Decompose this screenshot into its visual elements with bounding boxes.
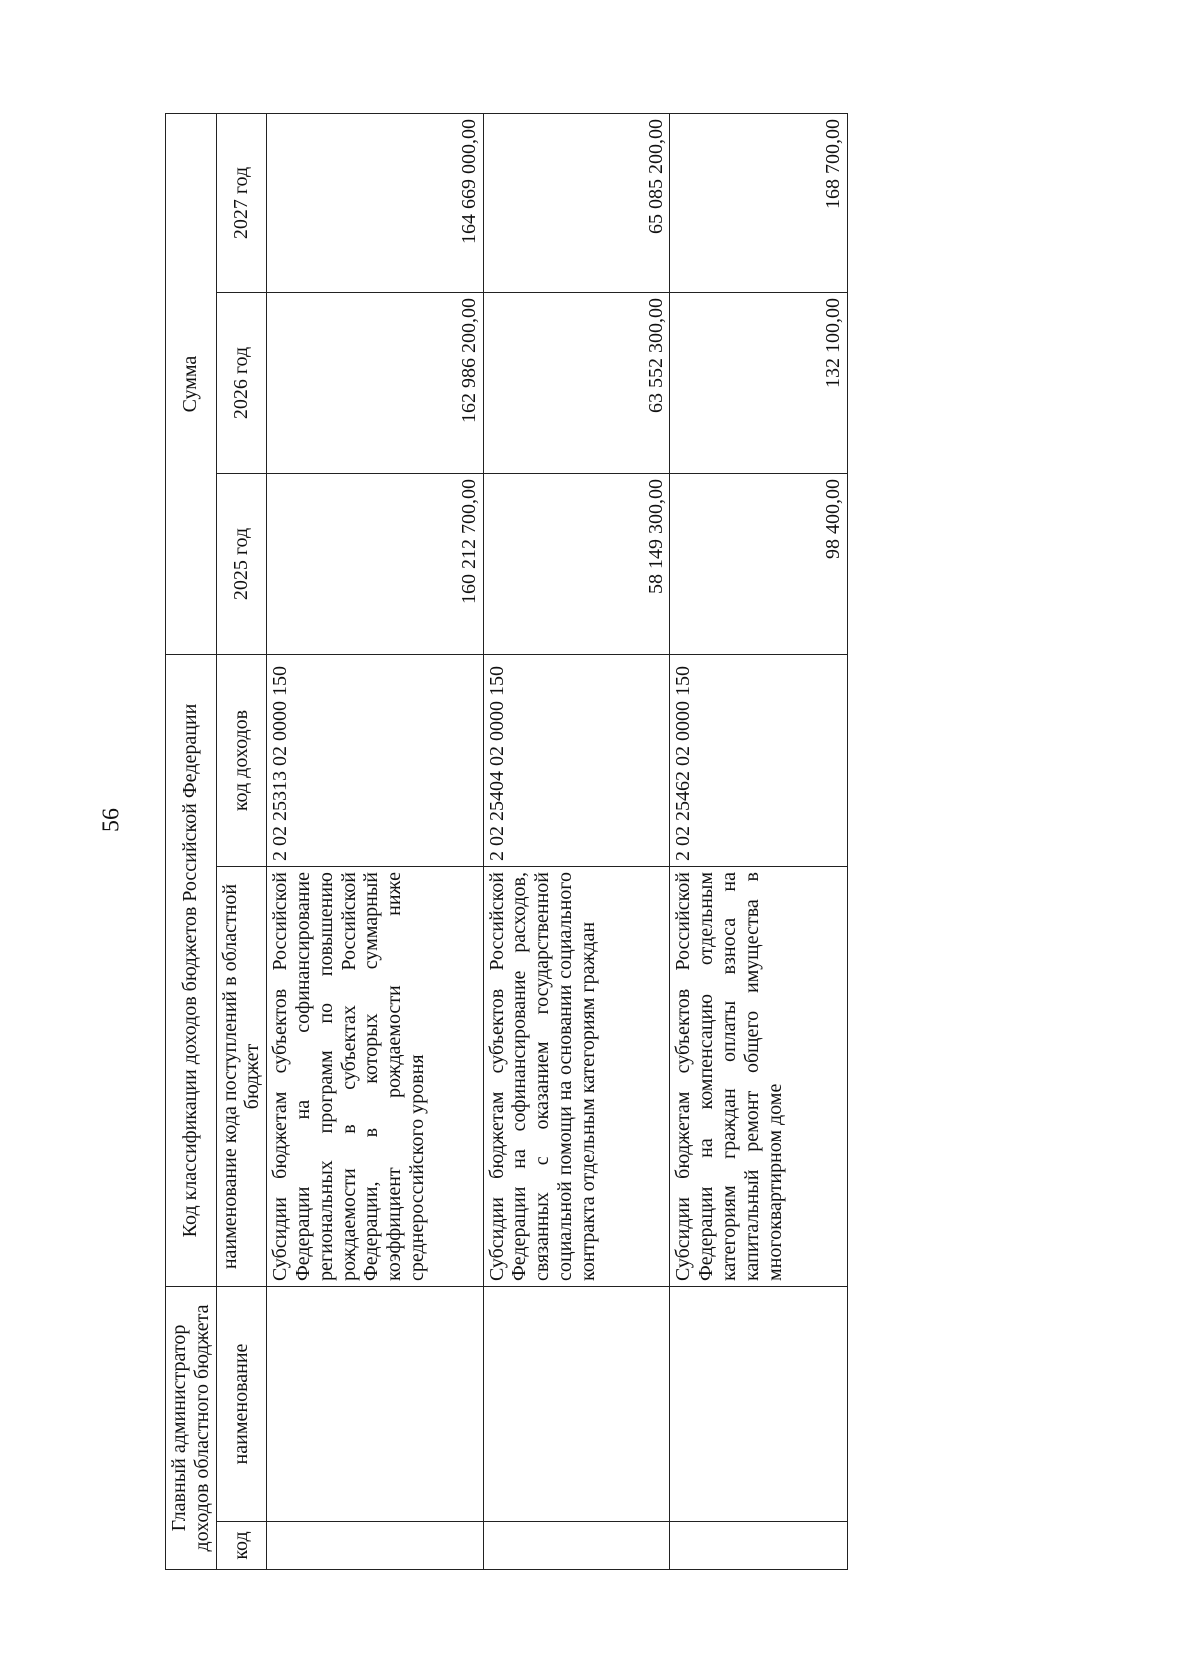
admin-code-header: код bbox=[216, 1522, 267, 1570]
amount-group-header: Сумма bbox=[166, 114, 217, 655]
income-name-header: наименование кода поступлений в областной бюджет bbox=[216, 867, 267, 1287]
revenue-table bbox=[165, 113, 848, 1570]
admin-code-cell bbox=[267, 1522, 483, 1570]
income-name-cell: Субсидии бюджетам субъектов Российской Федерации на софинансирование расходов, связанных с оказанием государственной социальной помощи на основании социального контракта отдельным категориям граждан bbox=[483, 867, 670, 1287]
header-row-1 bbox=[166, 114, 217, 1570]
table-row bbox=[267, 114, 483, 1570]
year-2026-header: 2026 год bbox=[216, 293, 267, 474]
admin-code-cell bbox=[483, 1522, 670, 1570]
amount-2026-cell: 63 552 300,00 bbox=[483, 293, 670, 474]
amount-2027-cell: 164 669 000,00 bbox=[267, 114, 483, 293]
income-name-cell: Субсидии бюджетам субъектов Российской Федерации на софинансирование региональных программ по повышению рождаемости в субъектах Российской Федерации, в которых суммарный коэффициент рождаемости ниже среднероссийского уровня bbox=[267, 867, 483, 1287]
admin-name-header: наименование bbox=[216, 1287, 267, 1522]
amount-2025-cell: 98 400,00 bbox=[670, 474, 848, 655]
admin-code-cell bbox=[670, 1522, 848, 1570]
table-row bbox=[670, 114, 848, 1570]
amount-2027-cell: 168 700,00 bbox=[670, 114, 848, 293]
classification-group-header: Код классификации доходов бюджетов Российской Федерации bbox=[166, 655, 217, 1287]
amount-2026-cell: 162 986 200,00 bbox=[267, 293, 483, 474]
income-code-cell: 2 02 25313 02 0000 150 bbox=[267, 655, 483, 867]
rotated-table-wrapper bbox=[165, 114, 848, 1570]
income-name-cell: Субсидии бюджетам субъектов Российской Федерации на компенсацию отдельным категориям граждан оплаты взноса на капитальный ремонт общего имущества в многоквартирном доме bbox=[670, 867, 848, 1287]
admin-name-cell bbox=[670, 1287, 848, 1522]
table-row bbox=[483, 114, 670, 1570]
income-code-cell: 2 02 25462 02 0000 150 bbox=[670, 655, 848, 867]
page-number: 56 bbox=[98, 808, 125, 832]
amount-2027-cell: 65 085 200,00 bbox=[483, 114, 670, 293]
amount-2025-cell: 160 212 700,00 bbox=[267, 474, 483, 655]
header-row-2 bbox=[216, 114, 267, 1570]
year-2027-header: 2027 год bbox=[216, 114, 267, 293]
amount-2026-cell: 132 100,00 bbox=[670, 293, 848, 474]
admin-group-header: Главный администратор доходов областного бюджета bbox=[166, 1287, 217, 1570]
income-code-header: код доходов bbox=[216, 655, 267, 867]
admin-name-cell bbox=[267, 1287, 483, 1522]
income-code-cell: 2 02 25404 02 0000 150 bbox=[483, 655, 670, 867]
year-2025-header: 2025 год bbox=[216, 474, 267, 655]
amount-2025-cell: 58 149 300,00 bbox=[483, 474, 670, 655]
admin-name-cell bbox=[483, 1287, 670, 1522]
